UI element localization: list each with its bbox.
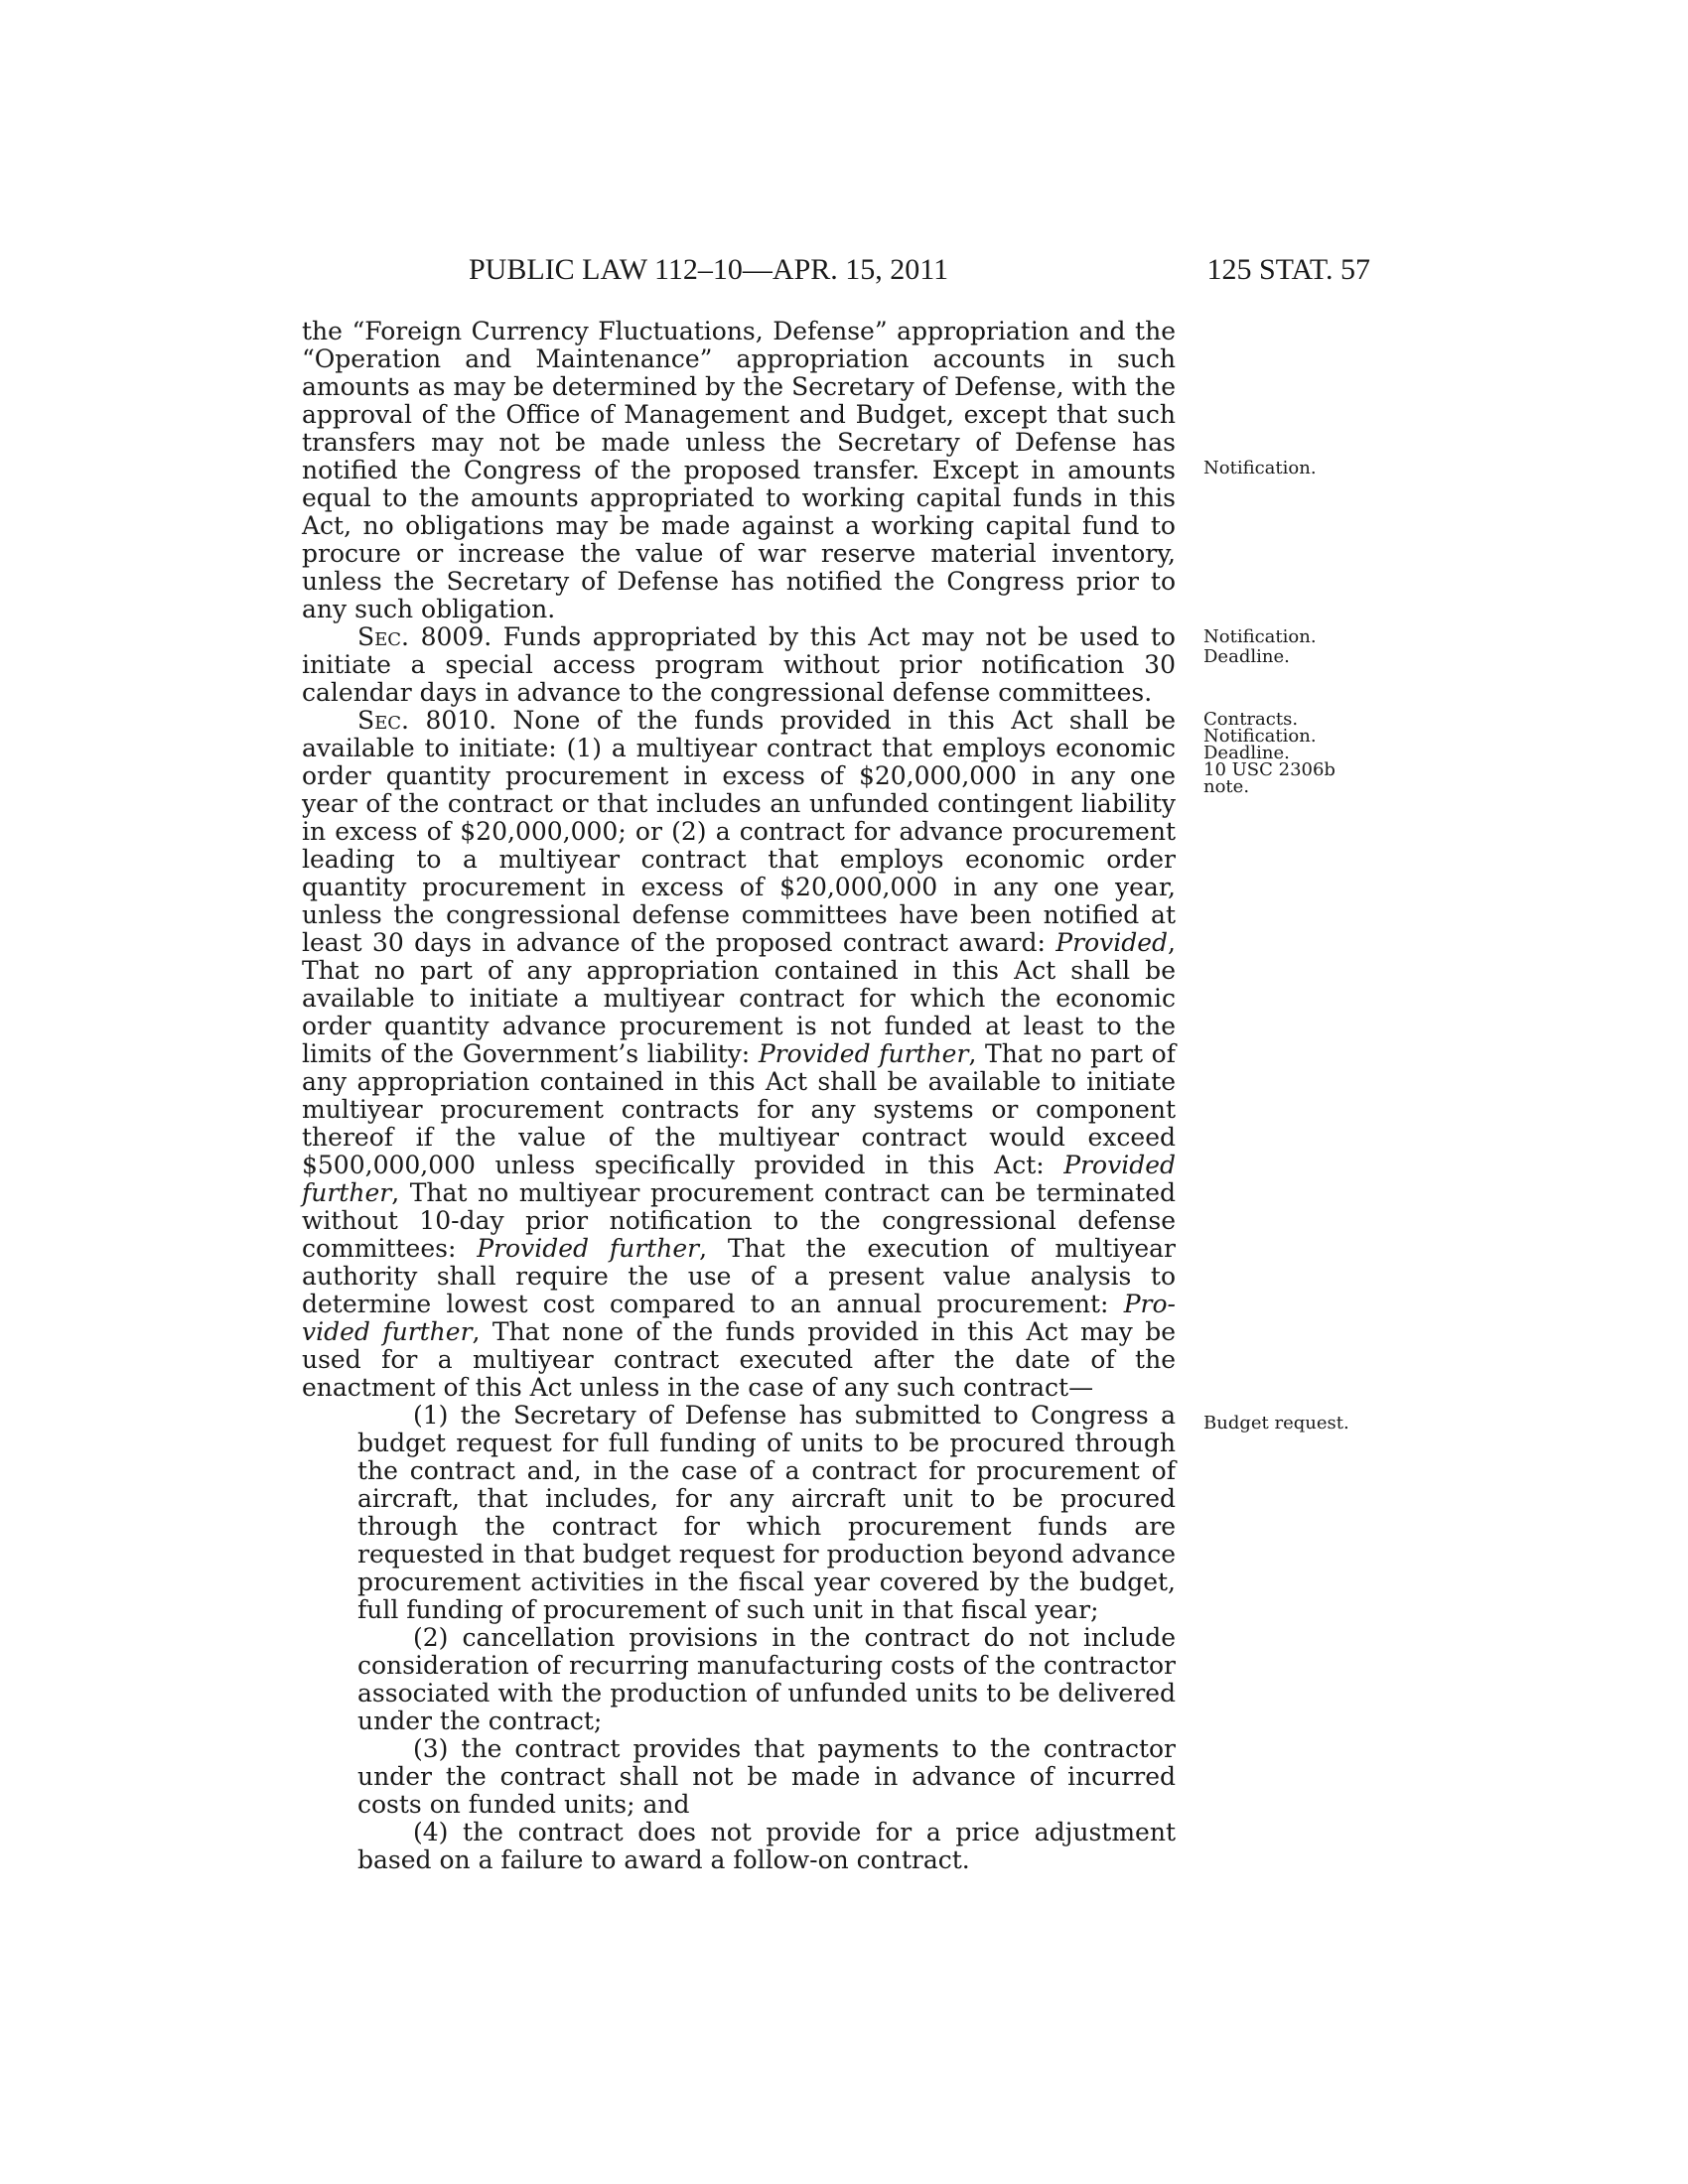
section-8010-text-b: , That no part of any appropriation contained in this Act shall be available to initiate a multiyear contract for which the economic order quantity advance procurement is not funded at least to the limits of the Government’s liability: <box>302 928 1176 1068</box>
section-8010-text-d: , That no multiyear procurement contract can be terminated without 10-day prior notification to the congressional defense committees: <box>302 1178 1176 1263</box>
margin-note-line: Notification. <box>1203 458 1317 478</box>
section-8010-text-a: 8010. None of the funds provided in this Act shall be available to initiate: (1) a multiyear contract that employs economic order quantity procurement in excess of $20,000,000 in any one year of the contract or that includes an unfunded contingent liability in excess of $20,000,000; or (2) a contract for advance procurement leading to a multiyear contract that employs economic order quantity procurement in excess of $20,000,000 in any one year, unless the congressional defense committees have been notified at least 30 days in advance of the proposed contract award: <box>302 706 1176 957</box>
proviso-label: Provided further <box>477 1234 700 1263</box>
main-text-column <box>302 318 1176 1874</box>
running-header <box>300 250 1370 290</box>
margin-note-contracts <box>1203 711 1362 795</box>
section-8010-text-f: , That none of the funds provided in this Act may be used for a multiyear contract executed after the date of the enactment of this Act unless in the case of any such contract— <box>302 1317 1176 1402</box>
running-header-title: PUBLIC LAW 112–10—APR. 15, 2011 <box>469 253 949 286</box>
statute-page-number: 125 STAT. 57 <box>1206 253 1370 286</box>
margin-note-notification <box>1203 459 1362 478</box>
margin-note-line: Deadline. <box>1203 646 1290 667</box>
section-8010-text-c: , That no part of any appropriation contained in this Act shall be available to initiate multiyear procurement contracts for any systems or component thereof if the value of the multiyear contract would exceed $500,000,000 unless specifically provided in this Act: <box>302 1039 1176 1179</box>
margin-note-line: Budget request. <box>1203 1413 1349 1433</box>
margin-note-line: 10 USC 2306b <box>1203 759 1336 780</box>
list-item-3: (3) the contract provides that payments to the contractor under the contract shall not be made in advance of incurred costs on funded units; and <box>357 1734 1176 1819</box>
proviso-label: Provided further <box>302 1290 1176 1346</box>
proviso-label: Provided further <box>758 1039 969 1068</box>
list-item-2: (2) cancellation provisions in the contract do not include consideration of recurring manufacturing costs of the contractor associated with the production of unfunded units to be delivered under the contract; <box>357 1623 1176 1735</box>
list-item-4: (4) the contract does not provide for a price adjustment based on a failure to award a follow-on contract. <box>357 1818 1176 1874</box>
section-label: Sec. <box>357 706 409 735</box>
section-8009-text: 8009. Funds appropriated by this Act may not be used to initiate a special access program without prior notification 30 calendar days in advance to the congressional defense committees. <box>302 622 1176 707</box>
proviso-label: Provided <box>1055 928 1169 957</box>
margin-note-line: Deadline. <box>1203 743 1290 763</box>
margin-note-budget-request <box>1203 1414 1362 1433</box>
section-label: Sec. <box>357 622 409 651</box>
section-8010-text-e: , That the execution of multiyear authority shall require the use of a present value analysis to determine lowest cost compared to an annual procurement: <box>302 1234 1177 1318</box>
margin-note-line: Notification. <box>1203 626 1317 647</box>
list-item-1: (1) the Secretary of Defense has submitted to Congress a budget request for full funding of units to be procured through the contract and, in the case of a contract for procurement of aircraft, that includes, for any aircraft unit to be procured through the contract for which procurement funds are requested in that budget request for production beyond advance procurement activities in the fiscal year covered by the budget, full funding of procurement of such unit in that fiscal year; <box>357 1401 1176 1624</box>
margin-note-line: Notification. <box>1203 726 1317 747</box>
section-8009 <box>302 623 1176 707</box>
section-8010 <box>302 707 1176 1402</box>
margin-note-line: note. <box>1203 776 1250 797</box>
margin-note-line: Contracts. <box>1203 709 1299 730</box>
proviso-label: Provided further <box>302 1151 1176 1207</box>
margin-note-notification-deadline <box>1203 627 1362 667</box>
paragraph-continuation: the “Foreign Currency Fluctuations, Defense” appropriation and the “Operation and Maintenance” appropriation accounts in such amounts as may be determined by the Secretary of Defense, with the approval of the Office of Management and Budget, except that such transfers may not be made unless the Secretary of Defense has notified the Congress of the proposed transfer. Except in amounts equal to the amounts appropriated to working capital funds in this Act, no obligations may be made against a working capital fund to procure or increase the value of war reserve material inventory, unless the Secretary of Defense has notified the Congress prior to any such obligation. <box>302 317 1176 623</box>
